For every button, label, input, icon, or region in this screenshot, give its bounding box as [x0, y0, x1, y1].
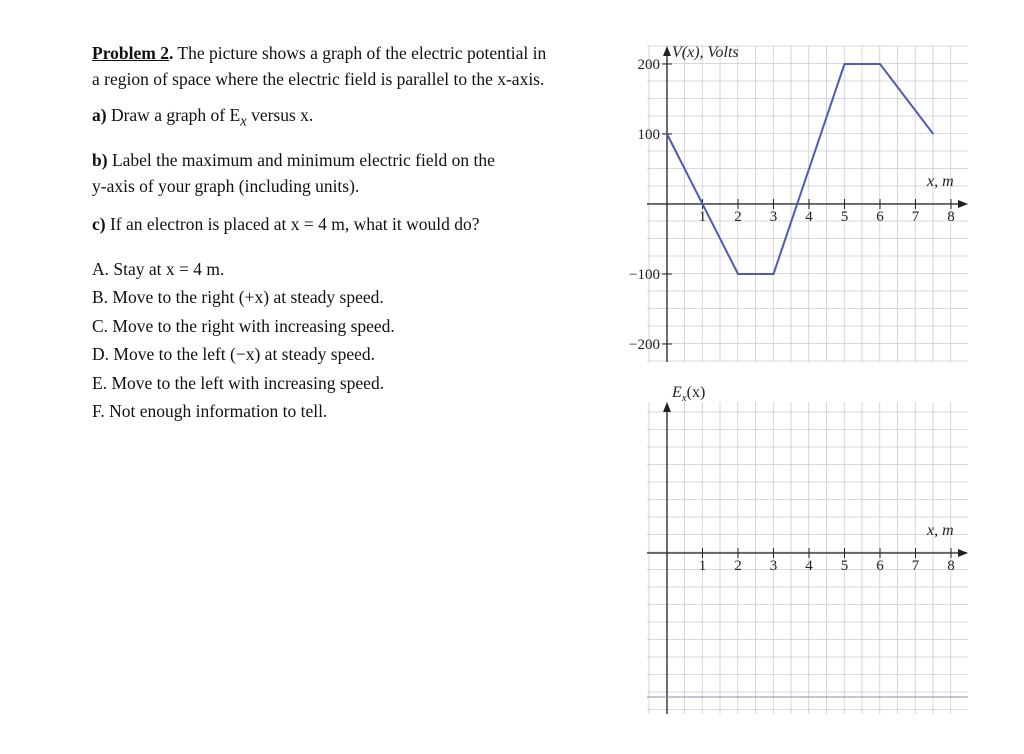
y-axis-arrow [663, 46, 671, 56]
x-tick-label: 8 [947, 209, 955, 225]
potential-and-field-graphs [620, 0, 1000, 754]
x-tick-label: 8 [947, 558, 955, 574]
x-tick-label: 1 [698, 209, 707, 225]
option-d: D. Move to the left (−x) at steady speed. [92, 344, 375, 364]
answer-options [92, 255, 622, 426]
y-tick-label: −100 [629, 267, 660, 283]
intro-line-2: a region of space where the electric field is parallel to the x-axis. [92, 69, 545, 89]
y-tick-label: 100 [637, 127, 660, 143]
potential-curve [667, 64, 933, 274]
x-axis-label: x, m [927, 173, 954, 190]
field-graph-axes [647, 384, 968, 714]
y-tick-label: −200 [629, 337, 660, 353]
y-axis-arrow [663, 402, 671, 412]
y-axis-label: $E_x(x)$ [672, 384, 706, 404]
part-c: c) If an electron is placed at x = 4 m, what it would do? [92, 213, 480, 234]
x-tick-label: 6 [876, 209, 884, 225]
part-b: b) Label the maximum and minimum electric field on the y-axis of your graph (including units). [92, 149, 495, 196]
potential-graph-axes [647, 44, 968, 362]
x-tick-label: 4 [805, 558, 813, 574]
problem-2 [92, 40, 622, 426]
option-b: B. Move to the right (+x) at steady speed. [92, 287, 384, 307]
option-f: F. Not enough information to tell. [92, 401, 328, 421]
option-e: E. Move to the left with increasing speed. [92, 372, 385, 393]
x-tick-label: 7 [911, 558, 920, 574]
intro-line-1: The picture shows a graph of the electric potential in [177, 43, 547, 63]
x-tick-label: 3 [769, 209, 778, 225]
x-axis-label: x, m [927, 522, 954, 539]
x-tick-label: 5 [840, 558, 849, 574]
x-axis-arrow [958, 200, 968, 208]
problem-intro: Problem 2. The picture shows a graph of the electric potential in a region of space where the electric field is parallel to the x-axis. [92, 43, 547, 89]
part-a: a) Draw a graph of $E_x$ versus x. [92, 105, 314, 130]
option-a: A. Stay at x = 4 m. [92, 258, 225, 279]
x-tick-label: 2 [734, 558, 742, 574]
x-axis-arrow [958, 549, 968, 557]
potential-graph-series [667, 64, 933, 274]
x-tick-label: 3 [769, 558, 778, 574]
y-tick-label: 200 [637, 57, 660, 73]
problem-heading: Problem 2 [92, 43, 169, 63]
x-tick-label: 2 [734, 209, 742, 225]
x-tick-label: 6 [876, 558, 884, 574]
x-tick-label: 7 [911, 209, 920, 225]
option-c: C. Move to the right with increasing speed. [92, 315, 395, 336]
y-axis-label: V(x), Volts [672, 44, 739, 61]
x-tick-label: 1 [698, 558, 707, 574]
x-tick-label: 5 [840, 209, 849, 225]
x-tick-label: 4 [805, 209, 813, 225]
